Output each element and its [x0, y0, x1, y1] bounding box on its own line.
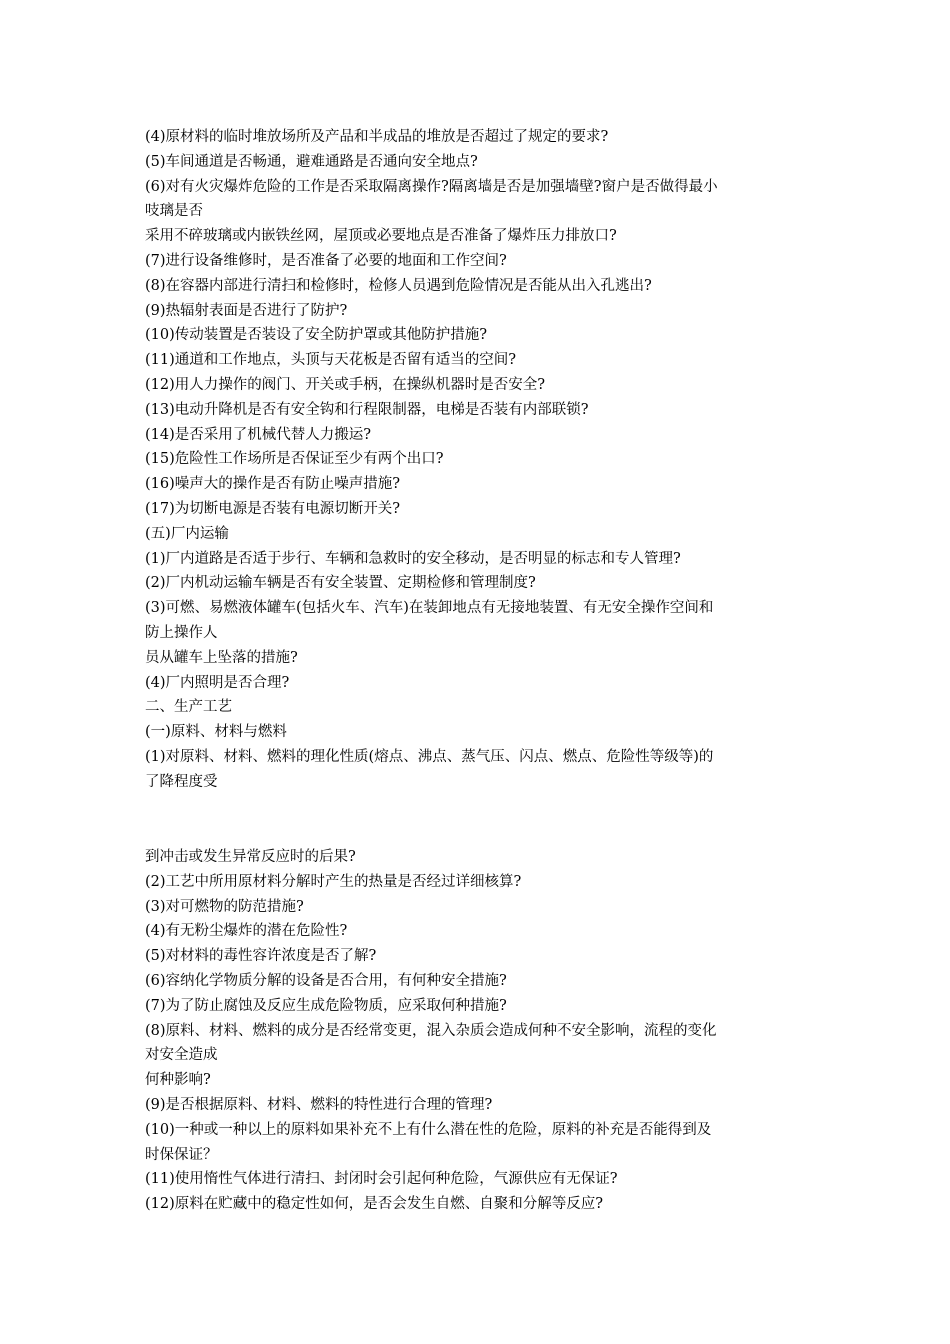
- text-line: (11)使用惰性气体进行清扫、封闭时会引起何种危险，气源供应有无保证?: [145, 1171, 618, 1188]
- chapter-heading: 二、生产工艺: [145, 699, 232, 716]
- text-line: (13)电动升降机是否有安全钩和行程限制器，电梯是否装有内部联锁?: [145, 401, 589, 418]
- text-block-upper: [145, 125, 813, 795]
- text-line: (16)噪声大的操作是否有防止噪声措施?: [145, 476, 401, 493]
- text-line: (8)原料、材料、燃料的成分是否经常变更，混入杂质会造成何种不安全影响，流程的变化: [145, 1022, 717, 1039]
- text-line: (9)是否根据原料、材料、燃料的特性进行合理的管理?: [145, 1096, 493, 1113]
- text-line: (6)容纳化学物质分解的设备是否合用，有何种安全措施?: [145, 972, 507, 989]
- text-line: (1)厂内道路是否适于步行、车辆和急救时的安全移动，是否明显的标志和专人管理?: [145, 550, 681, 567]
- text-block-lower: [145, 845, 813, 1217]
- section-heading: (五)厂内运输: [145, 525, 229, 542]
- text-line: (12)用人力操作的阀门、开关或手柄，在操纵机器时是否安全?: [145, 376, 546, 393]
- text-line: 了降程度受: [145, 773, 218, 790]
- text-line: 时保保证？: [145, 1146, 218, 1163]
- text-line: (1)对原料、材料、燃料的理化性质(熔点、沸点、蒸气压、闪点、燃点、危险性等级等)的: [145, 748, 714, 765]
- text-line: (12)原料在贮藏中的稳定性如何，是否会发生自燃、自聚和分解等反应?: [145, 1196, 604, 1213]
- text-line: 防上操作人: [145, 624, 218, 641]
- text-line: (11)通道和工作地点，头顶与天花板是否留有适当的空间?: [145, 352, 517, 369]
- text-line: (4)有无粉尘爆炸的潜在危险性?: [145, 923, 348, 940]
- text-line: (10)传动装置是否装设了安全防护罩或其他防护措施?: [145, 327, 488, 344]
- text-line: (3)可燃、易燃液体罐车(包括火车、汽车)在装卸地点有无接地装置、有无安全操作空间和: [145, 600, 714, 617]
- text-line: (5)车间通道是否畅通，避难通路是否通向安全地点?: [145, 153, 478, 170]
- section-heading: (一)原料、材料与燃料: [145, 724, 287, 741]
- text-line: 对安全造成: [145, 1047, 218, 1064]
- text-line: (9)热辐射表面是否进行了防护?: [145, 302, 348, 319]
- text-line: (7)进行设备维修时，是否准备了必要的地面和工作空间?: [145, 252, 507, 269]
- text-line: (15)危险性工作场所是否保证至少有两个出口?: [145, 451, 444, 468]
- text-line: (6)对有火灾爆炸危险的工作是否采取隔离操作?隔离墙是否是加强墙壁?窗户是否做得最小: [145, 178, 718, 195]
- text-line: (7)为了防止腐蚀及反应生成危险物质，应采取何种措施?: [145, 997, 507, 1014]
- text-line: (4)原材料的临时堆放场所及产品和半成品的堆放是否超过了规定的要求?: [145, 129, 609, 145]
- text-line: (2)工艺中所用原材料分解时产生的热量是否经过详细核算?: [145, 873, 522, 890]
- text-line: (4)厂内照明是否合理?: [145, 674, 290, 691]
- text-line: (14)是否采用了机械代替人力搬运?: [145, 426, 372, 443]
- text-line: 何种影响?: [145, 1072, 211, 1089]
- text-line: 采用不碎玻璃或内嵌铁丝网，屋顶或必要地点是否准备了爆炸压力排放口?: [145, 228, 617, 245]
- text-line: (3)对可燃物的防范措施?: [145, 898, 304, 915]
- text-line: 吱璃是否: [145, 203, 203, 220]
- text-line: (10)一种或一种以上的原料如果补充不上有什么潜在性的危险，原料的补充是否能得到及: [145, 1121, 712, 1138]
- text-line: (8)在容器内部进行清扫和检修时，检修人员遇到危险情况是否能从出入孔逃出?: [145, 277, 652, 294]
- text-line: (5)对材料的毒性容许浓度是否了解?: [145, 948, 377, 965]
- text-line: (17)为切断电源是否装有电源切断开关?: [145, 500, 401, 517]
- text-line: 到冲击或发生异常反应时的后果?: [145, 849, 356, 865]
- text-line: (2)厂内机动运输车辆是否有安全装置、定期检修和管理制度?: [145, 575, 536, 592]
- text-line: 员从罐车上坠落的措施?: [145, 649, 298, 666]
